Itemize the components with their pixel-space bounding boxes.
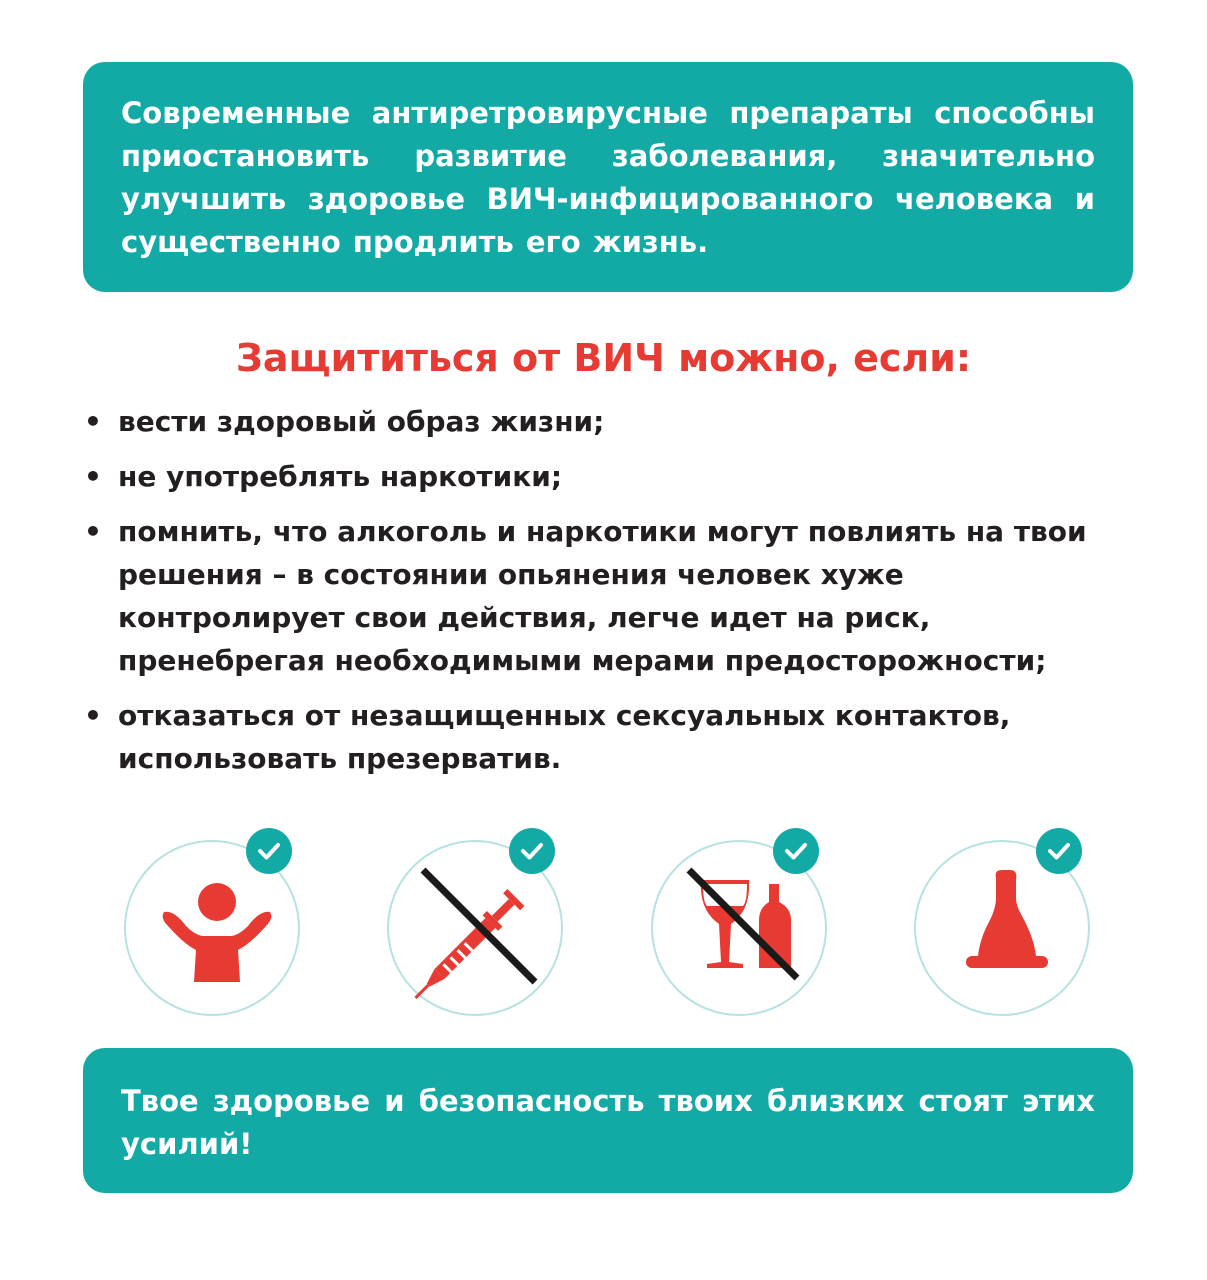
checkmark-icon <box>773 828 819 874</box>
icon-card-no-drugs <box>381 828 571 1018</box>
section-heading: Защититься от ВИЧ можно, если: <box>235 336 972 380</box>
list-item-text: помнить, что алкоголь и наркотики могут повлиять на твои решения – в состоянии опьянения человек хуже контролирует свои действия, легче идет на риск, пренебрегая необходимыми мерами предосторожности; <box>118 515 1087 677</box>
check-badge <box>509 828 555 874</box>
list-item <box>84 510 1164 682</box>
list-item-text: отказаться от незащищенных сексуальных контактов, использовать презерватив. <box>118 699 1011 775</box>
check-badge <box>1036 828 1082 874</box>
bullet-icon: • <box>84 699 102 732</box>
bullet-icon: • <box>84 405 102 438</box>
intro-panel <box>83 62 1133 292</box>
bullet-icon: • <box>84 515 102 548</box>
checkmark-icon <box>246 828 292 874</box>
list-item-text: не употреблять наркотики; <box>118 460 563 493</box>
icon-card-protection <box>908 828 1098 1018</box>
checkmark-icon <box>1036 828 1082 874</box>
footer-panel <box>83 1048 1133 1193</box>
list-item <box>84 694 1164 780</box>
check-badge <box>246 828 292 874</box>
intro-text: Современные антиретровирусные препараты способны приостановить развитие заболевания, значительно улучшить здоровье ВИЧ-инфицированного человека и существенно продлить его жизнь. <box>121 96 1095 259</box>
prevention-list <box>84 400 1164 792</box>
icon-card-healthy-lifestyle <box>118 828 308 1018</box>
check-badge <box>773 828 819 874</box>
checkmark-icon <box>509 828 555 874</box>
list-item <box>84 400 1164 443</box>
list-item <box>84 455 1164 498</box>
bullet-icon: • <box>84 460 102 493</box>
list-item-text: вести здоровый образ жизни; <box>118 405 605 438</box>
icon-card-no-alcohol <box>645 828 835 1018</box>
footer-text: Твое здоровье и безопасность твоих близких стоят этих усилий! <box>121 1084 1095 1161</box>
